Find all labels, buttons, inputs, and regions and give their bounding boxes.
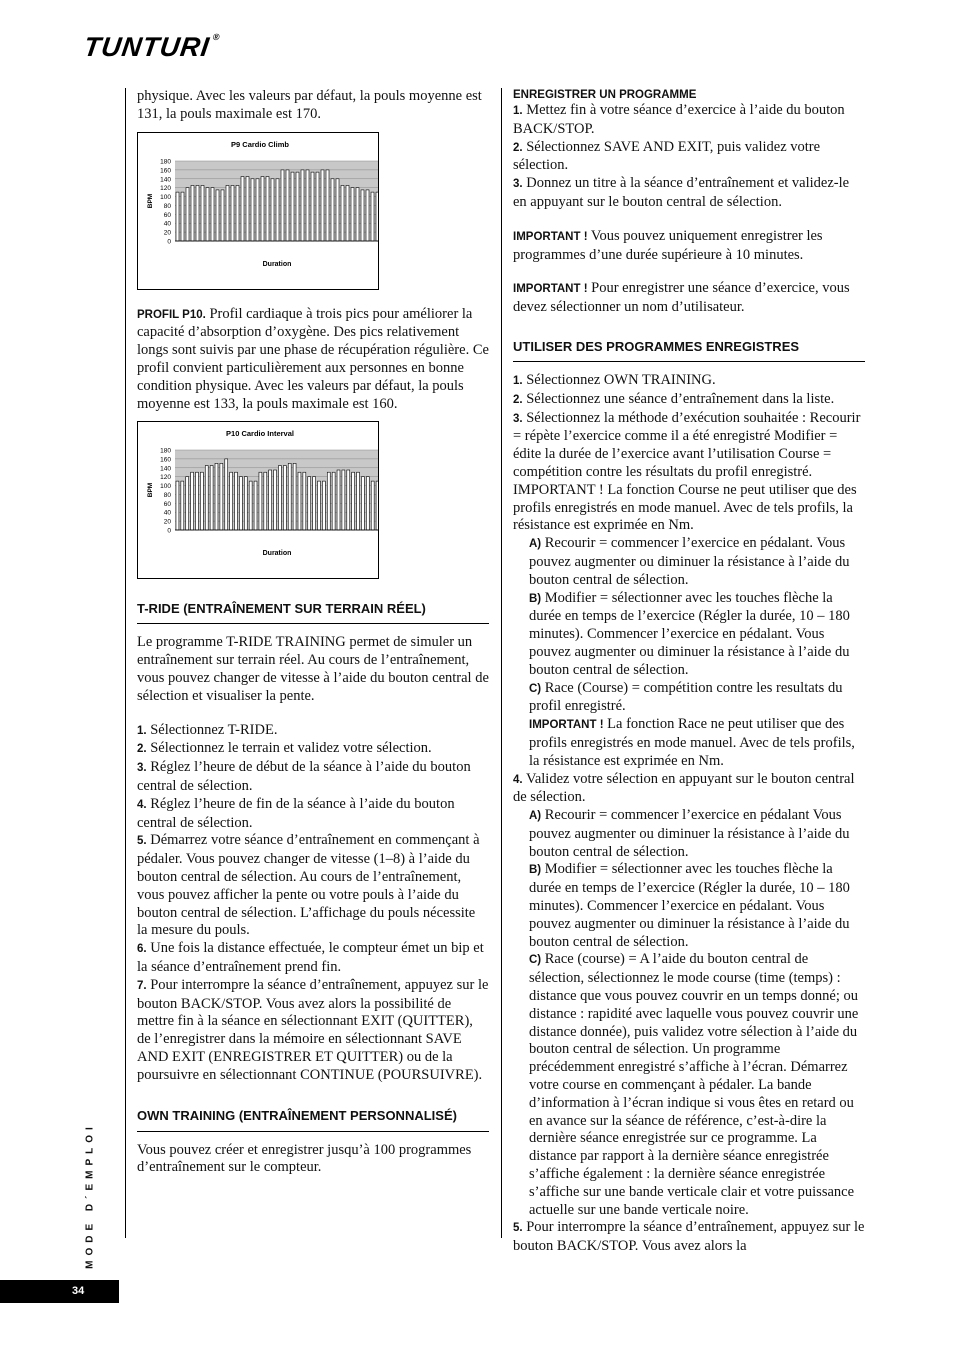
bar bbox=[327, 473, 330, 531]
bar bbox=[266, 176, 269, 240]
bar bbox=[371, 192, 374, 241]
tride-steps bbox=[137, 722, 489, 1085]
bar bbox=[186, 477, 189, 530]
bar bbox=[361, 477, 364, 530]
bar bbox=[176, 481, 179, 530]
use4-sub-items bbox=[513, 807, 865, 1219]
y-tick-label: 60 bbox=[163, 211, 171, 219]
bar bbox=[230, 473, 233, 531]
bar bbox=[205, 466, 208, 530]
bar bbox=[303, 473, 306, 531]
bar bbox=[241, 176, 244, 240]
bar bbox=[337, 470, 340, 530]
bar bbox=[346, 185, 349, 241]
bar bbox=[274, 470, 277, 530]
y-tick-label: 140 bbox=[160, 465, 171, 473]
x-axis-label: Duration bbox=[262, 260, 292, 268]
bar bbox=[235, 473, 238, 531]
list-item: 4. Réglez l’heure de fin de la séance à l’aide du bouton central de sélection. bbox=[137, 795, 455, 831]
own-training-heading: OWN TRAINING (ENTRAÎNEMENT PERSONNALISÉ) bbox=[137, 1105, 489, 1132]
bar bbox=[220, 464, 223, 531]
bar bbox=[191, 185, 194, 241]
list-item: 3. Réglez l’heure de début de la séance à l’aide du bouton central de sélection. bbox=[137, 759, 471, 794]
tride-heading: T-RIDE (ENTRAÎNEMENT SUR TERRAIN RÉEL) bbox=[137, 599, 489, 624]
y-tick-label: 140 bbox=[160, 175, 171, 183]
bar bbox=[278, 466, 281, 530]
bar bbox=[254, 481, 257, 530]
bar bbox=[376, 481, 378, 530]
use3-sub-items bbox=[513, 535, 865, 770]
bar bbox=[291, 172, 294, 241]
bar bbox=[186, 187, 189, 240]
bar bbox=[293, 464, 296, 531]
chart-p10-svg bbox=[138, 422, 378, 578]
list-item: 5. Pour interrompre la séance d’entraînement, appuyez sur le bouton BACK/STOP. Vous avez alors la bbox=[513, 1219, 865, 1255]
bar bbox=[191, 473, 194, 531]
sub-item: B) Modifier = sélectionner avec les touches flèche la durée en temps de l’exercice (Régler la durée, 10 – 180 minutes). Commencer l’exercice en pédalant. Vous pouvez augmenter ou diminuer la résistance à l’aide du bouton central de sélection. bbox=[529, 861, 850, 950]
y-tick-label: 60 bbox=[163, 501, 171, 509]
list-item: 7. Pour interrompre la séance d’entraînement, appuyez sur le bouton BACK/STOP. Vous avez alors la possibilité de mettre fin à la séance en sélectionnant EXIT (QUITTER), de l’enregistrer dans la mémoire en sélectionnant SAVE AND EXIT (ENREGISTRER ET QUITTER) ou de la poursuivre en sélectionnant CONTINUE (POURSUIVRE). bbox=[137, 976, 489, 1083]
bar bbox=[211, 187, 214, 240]
profile-p10-text: Profil cardiaque à trois pics pour améliorer la capacité d’absorption d’oxygène. Des pics relativement longs sont suivis par une phase de récupération régulière. Ce profil convient particulièrement aux personnes en bonne condition physique. Avec les valeurs par défaut, la pouls moyenne est 133, la pouls maximale est 160. bbox=[137, 305, 489, 412]
bar bbox=[261, 176, 264, 240]
y-tick-label: 180 bbox=[160, 158, 171, 166]
bar bbox=[221, 189, 224, 240]
bar bbox=[342, 470, 345, 530]
bar bbox=[347, 470, 350, 530]
bar bbox=[286, 169, 289, 240]
own-training-text: Vous pouvez créer et enregistrer jusqu’à 100 programmes d’entraînement sur le compteur. bbox=[137, 1141, 472, 1176]
bar bbox=[249, 481, 252, 530]
y-tick-label: 80 bbox=[163, 492, 171, 500]
bar bbox=[321, 169, 324, 240]
y-tick-label: 20 bbox=[163, 518, 171, 526]
chart-p10 bbox=[137, 421, 379, 579]
left-column bbox=[137, 88, 489, 1177]
important-note-1: IMPORTANT ! Vous pouvez uniquement enregistrer les programmes d’une durée supérieure à 10 minutes. bbox=[513, 227, 823, 263]
y-tick-label: 20 bbox=[163, 229, 171, 237]
use-programs-heading: UTILISER DES PROGRAMMES ENREGISTRES bbox=[513, 337, 865, 362]
bar bbox=[181, 481, 184, 530]
sub-item: B) Modifier = sélectionner avec les touches flèche la durée en temps de l’exercice (Régler la durée, 10 – 180 minutes). Commencer l’exercice en pédalant. Vous pouvez augmenter ou diminuer la résistance à l’aide du bouton central de sélection. bbox=[529, 589, 850, 678]
bar bbox=[251, 178, 254, 240]
bar bbox=[244, 477, 247, 530]
profile-p10-paragraph bbox=[137, 306, 489, 414]
list-item: 1. Sélectionnez T-RIDE. bbox=[137, 721, 278, 738]
bar bbox=[276, 178, 279, 240]
list-item: 3. Donnez un titre à la séance d’entraînement et validez-le en appuyant sur le bouton central de sélection. bbox=[513, 175, 850, 210]
bar bbox=[301, 169, 304, 240]
y-tick-label: 160 bbox=[160, 456, 171, 464]
bar bbox=[210, 466, 213, 530]
bar bbox=[313, 477, 316, 530]
bar bbox=[366, 477, 369, 530]
bar bbox=[256, 178, 259, 240]
sidebar-manual-label: MODE D´EMPLOI bbox=[84, 1122, 96, 1269]
y-tick-label: 100 bbox=[160, 193, 171, 201]
list-item: 3. Sélectionnez la méthode d’exécution souhaitée : Recourir = répète l’exercice comme il a été enregistré Modifier = édite la durée de l’exercice avant l’utilisation Course = compétition contre les résultats du profil enregistré. IMPORTANT ! La fonction Course ne peut utiliser que des profils enregistrés en mode manuel. Avec de tels profils, la résistance est exprimée en Nm. bbox=[513, 409, 861, 534]
bar bbox=[326, 169, 329, 240]
chart-p9 bbox=[137, 132, 379, 290]
bar bbox=[216, 189, 219, 240]
sub-item: A) Recourir = commencer l’exercice en pédalant Vous pouvez augmenter ou diminuer la résistance à l’aide du bouton central de sélection. bbox=[529, 807, 850, 860]
bar bbox=[281, 169, 284, 240]
bar bbox=[288, 464, 291, 531]
sub-item: C) Race (course) = A l’aide du bouton central de sélection, sélectionnez le mode course (time (temps) : distance que vous pouvez couvrir en un temps donné; ou distance : rapidité avec laquelle vous pouvez couvrir une distance donnée), puis validez votre sélection à l’aide du bouton central de sélection. Un programme précédemment enregistré s’affiche à l’écran. Démarrez votre course en commençant à pédaler. La bande d’information à l’écran indique si vous êtes en retard ou en avance sur la séance de référence, c’est-à-dire la dernière séance enregistrée sur ce programme. La distance par rapport à la dernière séance enregistrée s’affiche également : la dernière séance enregistrée s’affiche sur une bande verticale clair et votre puissance actuelle sur une bande verticale noire. bbox=[529, 951, 859, 1218]
bar bbox=[259, 473, 262, 531]
bar bbox=[357, 473, 360, 531]
bar bbox=[269, 470, 272, 530]
bar bbox=[371, 481, 374, 530]
chart-p9-svg bbox=[138, 133, 378, 289]
bar bbox=[236, 185, 239, 241]
bar bbox=[311, 172, 314, 241]
chart-title: P9 Cardio Climb bbox=[231, 139, 289, 149]
list-item: 1. Sélectionnez OWN TRAINING. bbox=[513, 371, 716, 388]
y-tick-label: 100 bbox=[160, 483, 171, 491]
profile-p10-label: PROFIL P10. bbox=[137, 308, 206, 321]
list-item: 1. Mettez fin à votre séance d’exercice à l’aide du bouton BACK/STOP. bbox=[513, 102, 845, 137]
bar bbox=[181, 192, 184, 241]
bar bbox=[201, 185, 204, 241]
left-column-rule bbox=[125, 88, 126, 1238]
bar bbox=[361, 189, 364, 240]
bar bbox=[316, 172, 319, 241]
bar bbox=[215, 464, 218, 531]
bar bbox=[231, 185, 234, 241]
tride-intro: Le programme T-RIDE TRAINING permet de simuler un entraînement sur terrain réel. Au cours de l’entraînement, vous pouvez changer de vitesse à l’aide du bouton central de sélection et visualiser la pente. bbox=[137, 634, 489, 704]
page-number-box bbox=[0, 1280, 119, 1303]
y-axis-label: BPM bbox=[147, 483, 154, 498]
right-column-rule bbox=[501, 88, 502, 1238]
bar bbox=[196, 185, 199, 241]
bar bbox=[341, 185, 344, 241]
tunturi-logo: TUNTURI® bbox=[81, 32, 222, 62]
save-program-heading: ENREGISTRER UN PROGRAMME bbox=[513, 89, 697, 101]
bar bbox=[306, 169, 309, 240]
bar bbox=[331, 178, 334, 240]
sub-item: IMPORTANT ! La fonction Race ne peut utiliser que des profils enregistrés en mode manuel. Avec de tels profils, la résistance est exprimée en Nm. bbox=[529, 716, 855, 769]
y-axis-label: BPM bbox=[147, 193, 154, 208]
bar bbox=[200, 473, 203, 531]
bar bbox=[196, 473, 199, 531]
bar bbox=[283, 466, 286, 530]
page-number: 34 bbox=[72, 1285, 85, 1297]
bar bbox=[264, 473, 267, 531]
bar bbox=[176, 192, 179, 241]
bar bbox=[332, 473, 335, 531]
bar bbox=[352, 473, 355, 531]
y-tick-label: 180 bbox=[160, 447, 171, 455]
list-item: 2. Sélectionnez le terrain et validez votre sélection. bbox=[137, 740, 432, 757]
y-tick-label: 120 bbox=[160, 184, 171, 192]
bar bbox=[226, 185, 229, 241]
y-tick-label: 40 bbox=[163, 220, 171, 228]
chart-title: P10 Cardio Interval bbox=[226, 429, 294, 439]
bar bbox=[366, 189, 369, 240]
bar bbox=[296, 172, 299, 241]
bar bbox=[351, 187, 354, 240]
sub-item: C) Race (Course) = compétition contre les resultats du profil enregistré. bbox=[529, 679, 843, 715]
bar bbox=[225, 459, 228, 530]
list-item: 2. Sélectionnez SAVE AND EXIT, puis validez votre sélection. bbox=[513, 138, 821, 174]
bar bbox=[271, 178, 274, 240]
bar bbox=[206, 187, 209, 240]
bar bbox=[376, 192, 378, 241]
y-tick-label: 80 bbox=[163, 202, 171, 210]
y-tick-label: 160 bbox=[160, 166, 171, 174]
list-item: 4. Validez votre sélection en appuyant sur le bouton central de sélection. bbox=[513, 770, 855, 806]
bar bbox=[239, 477, 242, 530]
intro-paragraph: physique. Avec les valeurs par défaut, la pouls moyenne est 131, la pouls maximale est 170. bbox=[137, 88, 482, 122]
list-item: 6. Une fois la distance effectuée, le compteur émet un bip et la séance d’entraînement prend fin. bbox=[137, 940, 484, 975]
important-note-2: IMPORTANT ! Pour enregistrer une séance d’exercice, vous devez sélectionner un nom d’utilisateur. bbox=[513, 280, 850, 316]
bar bbox=[318, 481, 321, 530]
y-tick-label: 120 bbox=[160, 474, 171, 482]
x-axis-label: Duration bbox=[262, 550, 292, 558]
right-column bbox=[513, 88, 865, 1256]
bar bbox=[298, 473, 301, 531]
sub-item: A) Recourir = commencer l’exercice en pédalant. Vous pouvez augmenter ou diminuer la résistance à l’aide du bouton central de sélection. bbox=[529, 535, 850, 588]
list-item: 5. Démarrez votre séance d’entraînement en commençant à pédaler. Vous pouvez changer de vitesse (1–8) à l’aide du bouton central de sélection. Au cours de l’entraînement, vous pouvez afficher la pente ou votre pouls à l’aide du bouton central de sélection. L’affichage du pouls nécessite la mesure du pouls. bbox=[137, 832, 480, 939]
bar bbox=[336, 178, 339, 240]
y-tick-label: 40 bbox=[163, 510, 171, 518]
bar bbox=[308, 477, 311, 530]
y-tick-label: 0 bbox=[167, 238, 171, 246]
bar bbox=[246, 176, 249, 240]
y-tick-label: 0 bbox=[167, 527, 171, 535]
save-steps bbox=[513, 102, 865, 212]
bar bbox=[322, 481, 325, 530]
bar bbox=[356, 187, 359, 240]
list-item: 2. Sélectionnez une séance d’entraînement dans la liste. bbox=[513, 390, 835, 407]
